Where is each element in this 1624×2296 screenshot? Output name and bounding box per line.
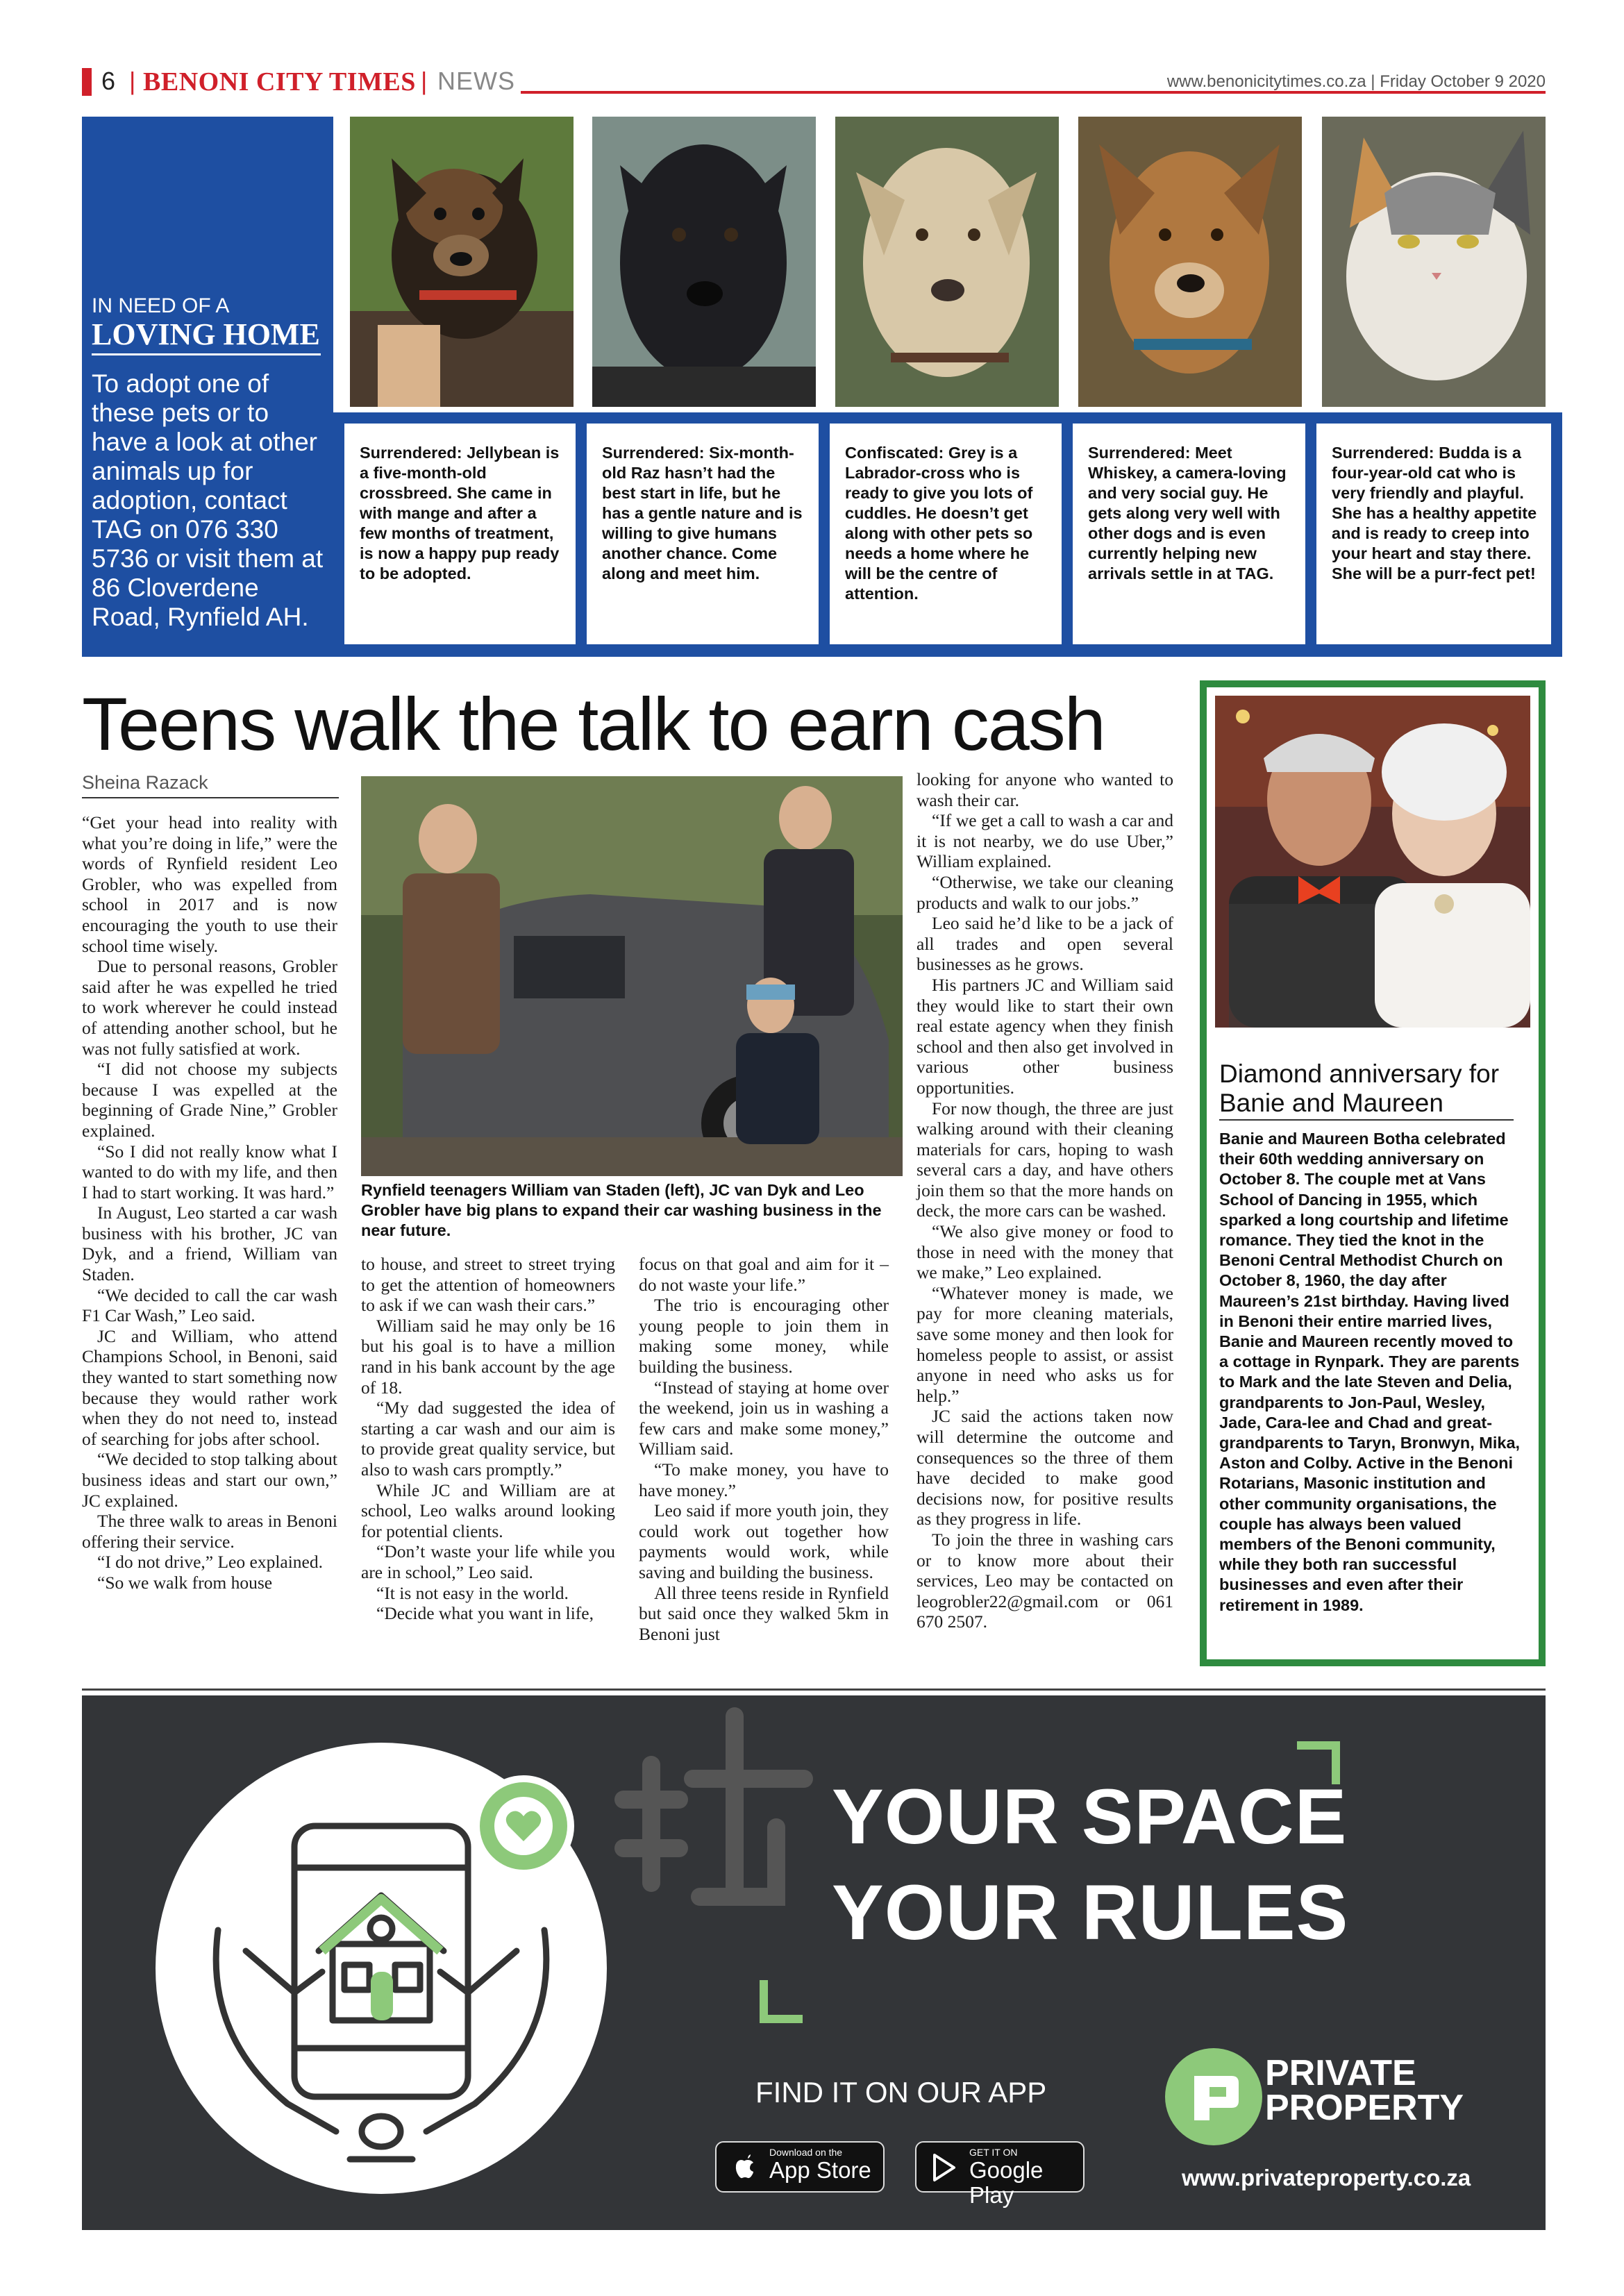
byline-rule — [82, 797, 339, 798]
publication-title: BENONI CITY TIMES — [143, 67, 416, 97]
adoption-rule — [92, 353, 321, 355]
header-separator: | — [421, 67, 428, 95]
advert-top-rule — [82, 1689, 1546, 1691]
pet-whiskey — [1078, 117, 1302, 657]
pet-caption: Confiscated: Grey is a Labrador-cross who is ready to give you lots of cuddles. He doesn’t get along with other pets so needs a home where he will be the centre of attention. — [830, 424, 1064, 644]
pet-caption: Surrendered: Jellybean is a five-month-old crossbreed. She came in with mange and after a few months of treatment, is now a happy pup ready to be adopted. — [344, 424, 579, 644]
article-paragraph: For now though, the three are just walking around with their cleaning materials for cars, hoping to wash several cars a day, and have others join them so that the more hands on deck, the more cars can be washed. — [916, 1098, 1173, 1221]
advert-url: www.privateproperty.co.za — [1182, 2165, 1471, 2190]
google-play-icon — [929, 2152, 960, 2183]
article-paragraph: to house, and street to street trying to get the attention of homeowners to ask if we can wash their cars.” — [361, 1254, 615, 1316]
private-property-logo-icon — [1165, 2048, 1262, 2145]
pet-budda — [1322, 117, 1546, 657]
google-play-small-text: GET IT ON — [969, 2147, 1018, 2158]
article-paragraph: “So I did not really know what I wanted to do with my life, and then I had to start working. It was hard.” — [82, 1141, 337, 1203]
article-paragraph: Leo said if more youth join, they could work out together how payments would work, while saving and building the business. — [639, 1500, 889, 1582]
advert-cta: FIND IT ON OUR APP — [755, 2076, 1047, 2109]
anniversary-couple-photo — [1215, 696, 1530, 1028]
article-paragraph: While JC and William are at school, Leo walks around looking for potential clients. — [361, 1480, 615, 1541]
article-paragraph: “Otherwise, we take our cleaning products and walk to our jobs.” — [916, 871, 1173, 913]
brand-name-line-2: PROPERTY — [1265, 2088, 1464, 2128]
section-name: NEWS — [437, 67, 515, 95]
apple-icon — [729, 2152, 760, 2183]
anniversary-rule — [1219, 1119, 1514, 1121]
pet-caption: Surrendered: Budda is a four-year-old cat who is very friendly and playful. She has a healthy appetite and is ready to creep into your heart and stay there. She will be a purr-fect pet! — [1316, 424, 1551, 644]
article-column-4 — [916, 769, 1173, 1632]
article-paragraph: The three walk to areas in Benoni offering their service. — [82, 1511, 337, 1552]
adoption-info-box — [82, 117, 333, 657]
article-paragraph: “I do not drive,” Leo explained. — [97, 1552, 324, 1573]
brand-name-line-1: PRIVATE — [1265, 2053, 1416, 2093]
article-paragraph: “Decide what you want in life, — [376, 1603, 594, 1624]
article-paragraph: Leo said he’d like to be a jack of all trades and open several businesses as he grows. — [916, 913, 1173, 975]
article-column-1 — [82, 812, 337, 1593]
article-paragraph: JC said the actions taken now will determine the outcome and consequences so the three of them have decided to make good decisions now, for positive results as they progress in life. — [916, 1406, 1173, 1530]
pet-caption-card — [1305, 412, 1562, 657]
article-paragraph: “We also give money or food to those in need with the money that we make,” Leo explained. — [916, 1221, 1173, 1283]
advert-headline-line-1: YOUR SPACE — [832, 1773, 1348, 1860]
article-column-2 — [361, 1254, 615, 1624]
article-paragraph: “My dad suggested the idea of starting a car wash and our aim is to provide great quality service, but also to wash cars promptly.” — [361, 1398, 615, 1480]
adoption-heading: LOVING HOME — [92, 317, 320, 351]
corner-bracket-bottom — [755, 1973, 811, 2029]
article-paragraph: All three teens reside in Rynfield but said once they walked 5km in Benoni just — [639, 1582, 889, 1644]
article-paragraph: “So we walk from house — [97, 1572, 273, 1593]
app-store-small-text: Download on the — [769, 2147, 843, 2158]
header-date-line: www.benonicitytimes.co.za | Friday October 9 2020 — [1166, 72, 1546, 91]
app-store-label: App Store — [769, 2157, 871, 2183]
article-paragraph: JC and William, who attend Champions School, in Benoni, said they wanted to start something now because they would rather work when they do not need to, instead of searching for jobs after school. — [82, 1325, 337, 1449]
private-property-advert — [82, 1695, 1546, 2230]
article-column-3 — [639, 1254, 889, 1644]
pet-caption-card — [819, 412, 1075, 657]
diamond-anniversary-box — [1200, 680, 1546, 1666]
advert-headline-line-2: YOUR RULES — [832, 1869, 1349, 1956]
article-byline: Sheina Razack — [82, 772, 208, 793]
article-paragraph: “If we get a call to wash a car and it is not nearby, we do use Uber,” William explained. — [916, 810, 1173, 872]
article-paragraph: focus on that goal and aim for it – do not waste your life.” — [639, 1254, 889, 1295]
article-paragraph: “Don’t waste your life while you are in school,” Leo said. — [361, 1541, 615, 1582]
adoption-contact-text: To adopt one of these pets or to have a look at other animals up for adoption, contact TAG on 076 330 5736 or visit them at 86 Cloverdene Road, Rynfield AH. — [92, 369, 324, 631]
pet-photo-dog — [592, 117, 816, 407]
article-paragraph: “To make money, you have to have money.” — [639, 1459, 889, 1500]
article-headline: Teens walk the talk to earn cash — [82, 682, 1105, 766]
adoption-kicker: IN NEED OF A — [92, 294, 230, 317]
article-paragraph: “Instead of staying at home over the weekend, join us in washing a few cars and make some money,” William said. — [639, 1377, 889, 1459]
pet-caption-card — [333, 412, 590, 657]
pet-photo-dog — [835, 117, 1059, 407]
pet-jellybean — [350, 117, 574, 657]
article-paragraph: “It is not easy in the world. — [376, 1582, 569, 1603]
article-photo-caption: Rynfield teenagers William van Staden (left), JC van Dyk and Leo Grobler have big plans to expand their car washing business in the near future. — [361, 1181, 882, 1239]
pet-photo-cat — [1322, 117, 1546, 407]
article-paragraph: The trio is encouraging other young people to join them in making some money, while building the business. — [639, 1295, 889, 1377]
article-photo-teens-car-wash — [361, 776, 903, 1176]
decorative-grid-graphic — [596, 1702, 818, 1938]
pet-caption-card — [1062, 412, 1319, 657]
article-paragraph: “We decided to call the car wash F1 Car Wash,” Leo said. — [82, 1284, 337, 1326]
header-separator: | — [129, 67, 136, 95]
google-play-button[interactable] — [915, 2141, 1085, 2208]
article-paragraph: To join the three in washing cars or to know more about their services, Leo may be contacted on leogrobler22@gmail.com or 061 670 2507. — [916, 1529, 1173, 1632]
pet-photo-dog — [350, 117, 574, 407]
article-paragraph: Due to personal reasons, Grobler said after he was expelled he tried to work wherever he could instead of attending another school, but he was not fully satisfied at work. — [82, 956, 337, 1059]
pet-caption: Surrendered: Meet Whiskey, a camera-loving and very social guy. He gets along very well with other dogs and is even currently helping new arrivals settle in at TAG. — [1073, 424, 1307, 644]
article-paragraph: “Whatever money is made, we pay for more cleaning materials, save some money and then look for homeless people to assist, or assist anyone in need who asks us for help.” — [916, 1282, 1173, 1406]
anniversary-text: Banie and Maureen Botha celebrated their 60th wedding anniversary on October 8. The couple met at Vans School of Dancing in 1955, which sparked a long courtship and lifetime romance. They tied the knot in the Benoni Central Methodist Church on October 8, 1960, the day after Maureen’s 21st birthday. Having lived in Benoni their entire married lives, Banie and Maureen recently moved to a cottage in Rynpark. They are parents to Mark and the late Steven and Delia, grandparents to Jon-Paul, Wesley, Jade, Cara-lee and Chad and great-grandparents to Taryn, Bronwyn, Mika, Aston and Colby. Active in the Benoni Rotarians, Masonic institution and other community organisations, the couple has always been valued members of the Benoni community, while they both ran successful businesses and even after their retirement in 1989. — [1219, 1130, 1521, 1614]
article-paragraph: His partners JC and William said they would like to start their own real estate agency when they finish school and then also get involved in various other business opportunities. — [916, 974, 1173, 1098]
pet-caption: Surrendered: Six-month-old Raz hasn’t had the best start in life, but he has a gentle nature and is willing to give humans another chance. Come along and meet him. — [587, 424, 821, 644]
page-number: 6 — [101, 67, 116, 95]
article-paragraph: “Get your head into reality with what you’re doing in life,” were the words of Rynfield resident Leo Grobler, who was expelled from school in 2017 and is now encouraging the youth to use their school time wisely. — [82, 812, 337, 956]
article-paragraph: In August, Leo started a car wash business with his brother, JC van Dyk, and a friend, William van Staden. — [82, 1203, 337, 1285]
pet-grey — [835, 117, 1059, 657]
pet-photo-dog — [1078, 117, 1302, 407]
header-accent-bar — [82, 68, 92, 96]
anniversary-heading: Diamond anniversary for Banie and Maureen — [1219, 1059, 1500, 1117]
app-illustration-circle — [156, 1743, 607, 2194]
article-paragraph: William said he may only be 16 but his goal is to have a million rand in his bank account by the age of 18. — [361, 1315, 615, 1398]
article-paragraph: “We decided to stop talking about business ideas and start our own,” JC explained. — [82, 1449, 337, 1511]
google-play-label: Google Play — [969, 2157, 1044, 2208]
article-paragraph: looking for anyone who wanted to wash their car. — [916, 769, 1173, 810]
pet-raz — [592, 117, 816, 657]
pet-caption-card — [576, 412, 832, 657]
app-store-button[interactable] — [715, 2141, 885, 2193]
article-paragraph: “I did not choose my subjects because I was expelled at the beginning of Grade Nine,” Grobler explained. — [82, 1059, 337, 1141]
